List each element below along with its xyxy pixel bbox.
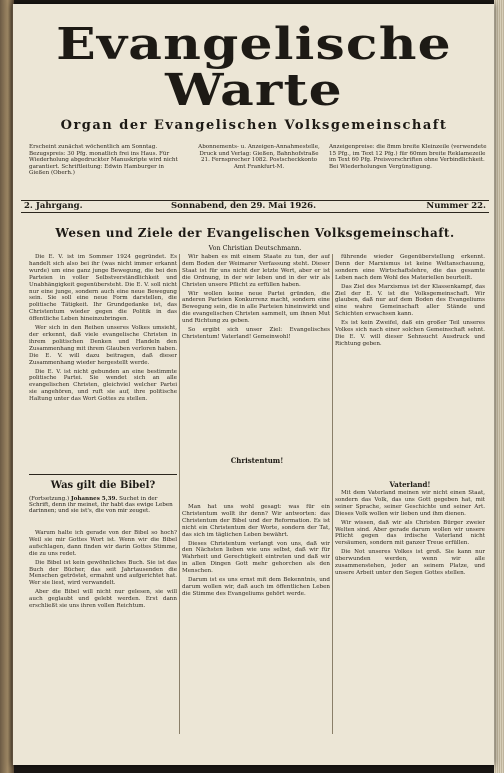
paragraph: Die Not unseres Volkes ist groß. Sie kann nur überwunden werden, wenn wir alle zusammenstehen, jeder an seinem Platze, und unsere Arbeit unter den Segen Gottes stellen. bbox=[335, 549, 485, 576]
newspaper-page bbox=[12, 4, 494, 765]
masthead-subtitle: Organ der Evangelischen Volksgemeinschaft bbox=[60, 118, 448, 133]
masthead-title: Evangelische Warte bbox=[56, 19, 452, 116]
article-column-3-lower bbox=[335, 490, 485, 736]
volume: 2. Jahrgang. bbox=[24, 201, 83, 211]
paragraph: Dieses Christentum verlangt von uns, daß wir den Nächsten lieben wie uns selbst, daß wir für Wahrheit und Gerechtigkeit eintreten und daß wir in allen Dingen Gott mehr gehorchen als den Menschen. bbox=[182, 540, 330, 575]
article-column-2 bbox=[182, 254, 330, 490]
article-column-3 bbox=[335, 254, 485, 486]
paragraph: Mit dem Vaterland meinen wir nicht einen Staat, sondern das Volk, das uns Gott gegeben hat, mit seiner Sprache, seiner Geschichte und seiner Art. Dieses Volk wollen wir lieben und ihm dienen. bbox=[335, 490, 485, 517]
paragraph: Die E. V. ist nicht gebunden an eine bestimmte politische Partei. Sie wendet sich an alle evangelischen Christen, gleichviel welcher Partei sie angehören, und ruft sie auf, ihre politische Haltung unter das Wort Gottes zu stellen. bbox=[29, 368, 177, 403]
section-divider bbox=[29, 474, 177, 475]
paragraph: Wir wollen keine neue Partei gründen, die anderen Parteien Konkurrenz macht, sondern eine Bewegung sein, die in alle Parteien hineinwirkt und die evangelischen Christen sammelt, um ihnen Mut und Richtung zu geben. bbox=[182, 290, 330, 325]
article-title: Wesen und Ziele der Evangelischen Volksgemeinschaft. bbox=[55, 226, 455, 240]
paragraph: Wir wissen, daß wir als Christen Bürger zweier Welten sind. Aber gerade darum wollen wir unsere Pflicht gegen das irdische Vaterland nicht versäumen, sondern mit ganzer Treue erfüllen. bbox=[335, 519, 485, 547]
paragraph: führende wieder Gegenüberstellung erkennt. Denn der Marxismus ist keine Weltanschauung, sondern eine Wirtschaftslehre, die das gesamte Leben nach dem Wohl des Materiellen beurteilt. bbox=[335, 254, 485, 281]
section-heading: Christentum! bbox=[230, 456, 284, 465]
paragraph: Man hat uns wohl gesagt: was für ein Christentum wollt ihr denn? Wir antworten: das Christentum der Bibel und der Reformation. Es ist nicht ein Christentum der Worte, sondern der Tat, das sich im täglichen Leben bewährt. bbox=[182, 504, 330, 538]
sidebar-article-title: Was gilt die Bibel? bbox=[50, 480, 156, 491]
bible-quote: Suchet in der Schrift, denn ihr meinet, ihr habt das ewige Leben darinnen; und sie ist's, die von mir zeuget. bbox=[29, 496, 173, 514]
paragraph: Es ist kein Zweifel, daß ein großer Teil unseres Volkes sich nach einer solchen Gemeinschaft sehnt. Die E. V. will dieser Sehnsucht Ausdruck und Richtung geben. bbox=[335, 320, 485, 347]
paragraph: Die E. V. ist im Sommer 1924 gegründet. Es handelt sich also bei ihr (was nicht immer erkannt wurde) um eine ganz junge Bewegung, die bei den Parteien in voller Selbstverständlichkeit und Unabhängigkeit gegenübersteht. Die E. V. soll nicht nur eine junge, sondern auch eine neue Bewegung sein. Sie soll eine neue Form darstellen, die politische Tätigkeit. Ihr Grundgedanke ist, das Christentum wieder gegen die Politik in das öffentliche Leben hineinzubringen. bbox=[29, 254, 177, 323]
info-left: Erscheint zunächst wöchentlich am Sonntag. Bezugspreis: 30 Pfg. monatlich frei ins Haus. Für Wiederholung abgedruckter Manuskripte wird nicht garantiert. Schriftleitung: Edwin Hamburger in Gießen (Oberh.) bbox=[29, 144, 178, 177]
article-column-2-lower bbox=[182, 504, 330, 734]
paragraph: Die Bibel ist kein gewöhnliches Buch. Sie ist das Buch der Bücher, das seit Jahrtausenden die Menschen getröstet, ermahnt und aufgerichtet hat. Wer sie liest, wird verwandelt. bbox=[29, 559, 177, 587]
page-edge bbox=[494, 0, 504, 773]
info-mid: Abonnements- u. Anzeigen-Annahmestelle, Druck und Verlag: Gießen, Bahnhofstraße 21. Fernsprecher 1082. Postscheckkonto Amt Frankfurt-M. bbox=[198, 144, 320, 170]
column-rule bbox=[179, 254, 180, 734]
column-rule bbox=[332, 254, 333, 734]
info-right: Anzeigenpreise: die 8mm breite Kleinzeile (verwendete 15 Pfg., im Text 12 Pfg.) für 60mm breite Reklamezeile im Text 60 Pfg. Preisvorschriften ohne Verbindlichkeit. Bei Wiederholungen Vergünstigung. bbox=[329, 144, 487, 170]
section-heading: Vaterland! bbox=[389, 480, 431, 489]
article-byline: Von Christian Deutschmann. bbox=[208, 244, 302, 252]
paragraph: So ergibt sich unser Ziel: Evangelisches Christentum! Vaterland! Gemeinwohl! bbox=[182, 327, 330, 340]
paragraph: Wir haben es mit einem Staate zu tun, der auf dem Boden der Weimarer Verfassung steht. Dieser Staat ist für uns nicht der letzte Wert, aber er ist die Ordnung, in der wir leben und in der wir als Christen unsere Pflicht zu erfüllen haben. bbox=[182, 254, 330, 288]
sidebar-intro: (Fortsetzung.) bbox=[29, 496, 70, 502]
dateline bbox=[21, 200, 489, 213]
paragraph: Warum halte ich gerade von der Bibel so hoch? Weil sie mir Gottes Wort ist. Wenn wir die Bibel aufschlagen, dann finden wir darin Gottes Stimme, die zu uns redet. bbox=[29, 530, 177, 557]
issue-date: Sonnabend, den 29. Mai 1926. bbox=[171, 201, 317, 211]
masthead bbox=[21, 19, 487, 133]
sidebar-reference bbox=[29, 496, 177, 514]
article-column-1 bbox=[29, 254, 177, 470]
issue-number: Nummer 22. bbox=[426, 201, 486, 211]
sidebar-article-body bbox=[29, 530, 177, 758]
paragraph: Wer sich in den Reihen unseres Volkes umsieht, der erkennt, daß viele evangelische Christen in ihrem politischen Denken und Handeln den Zusammenhang mit ihrem Glauben verloren haben. Die E. V. will dazu beitragen, daß dieser Zusammenhang wieder hergestellt werde. bbox=[29, 325, 177, 366]
paragraph: Das Ziel des Marxismus ist der Klassenkampf, das Ziel der E. V. ist die Volksgemeinschaft. Wir glauben, daß nur auf dem Boden des Evangeliums eine wahre Gemeinschaft aller Stände und Schichten erwachsen kann. bbox=[335, 283, 485, 318]
paragraph: Aber die Bibel will nicht nur gelesen, sie will auch geglaubt und gelebt werden. Erst dann erschließt sie uns ihren vollen Reichtum. bbox=[29, 589, 177, 610]
paragraph: Darum ist es uns ernst mit dem Bekenntnis, und darum wollen wir, daß auch im öffentlichen Leben die Stimme des Evangeliums gehört werde. bbox=[182, 577, 330, 597]
bible-reference: Johannes 5,39. bbox=[70, 496, 118, 502]
